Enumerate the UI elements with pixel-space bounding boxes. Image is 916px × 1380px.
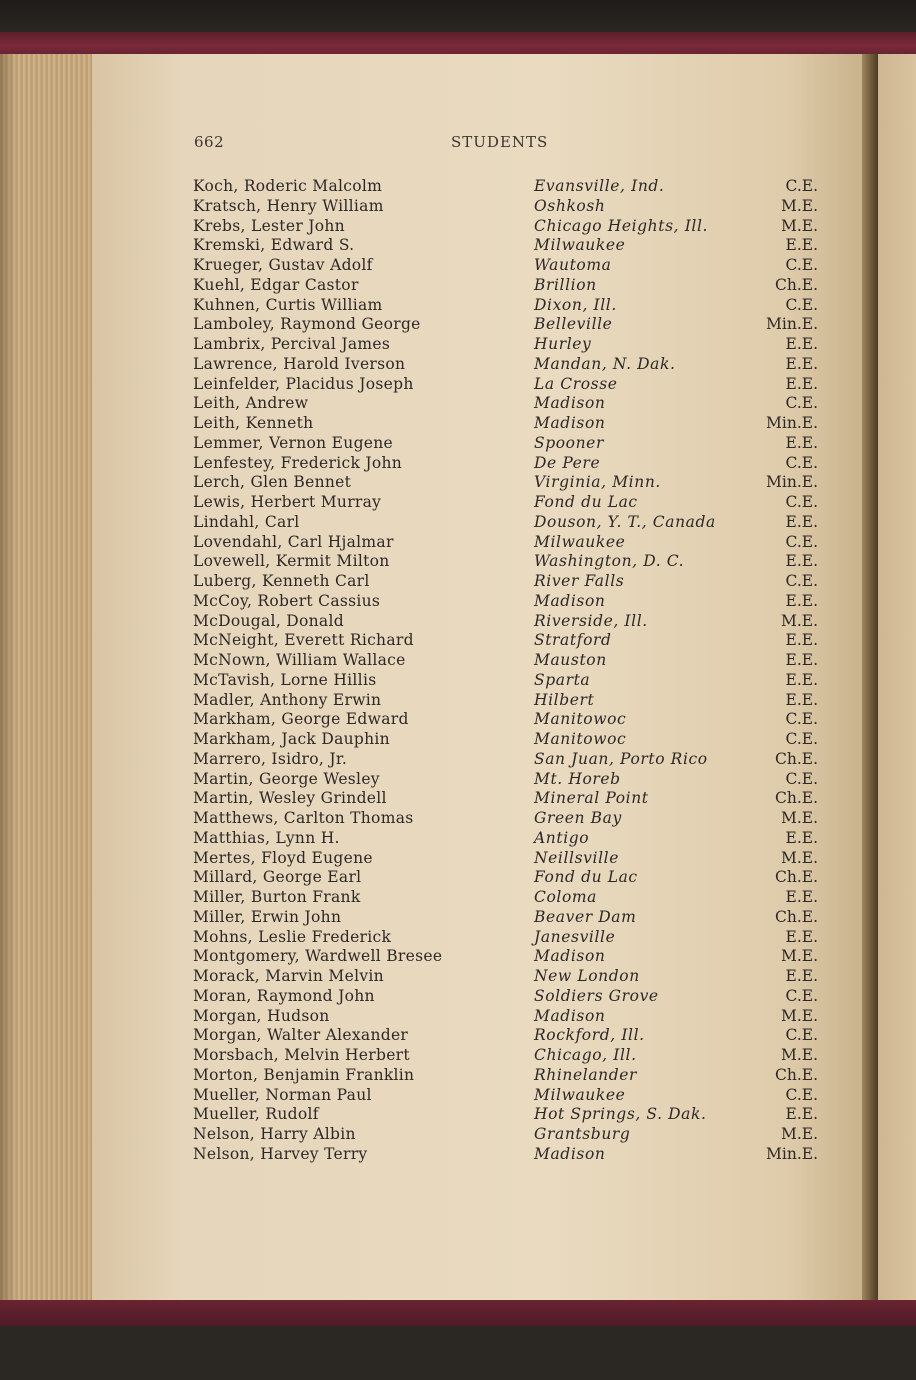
student-entry [0, 591, 916, 611]
student-course: E.E. [785, 927, 818, 946]
student-name: Nelson, Harry Albin [193, 1125, 356, 1143]
student-course: Ch.E. [774, 275, 818, 294]
student-course: E.E. [785, 374, 818, 393]
student-name: Lenfestey, Frederick John [193, 453, 403, 472]
student-name: Lovewell, Kermit Milton [193, 552, 390, 571]
student-hometown: Virginia, Minn. [534, 473, 661, 492]
student-entry [0, 670, 916, 690]
student-hometown: Madison [534, 591, 606, 610]
student-name: Morgan, Walter Alexander [193, 1026, 409, 1045]
running-title: STUDENTS [451, 133, 549, 151]
student-course: M.E. [780, 947, 818, 966]
student-entry [0, 986, 916, 1006]
student-entry [0, 472, 916, 492]
student-entry [0, 907, 916, 927]
student-name: Morgan, Hudson [193, 1006, 330, 1025]
student-course: M.E. [780, 1006, 818, 1025]
student-hometown: Sparta [534, 670, 591, 689]
student-course: E.E. [785, 631, 818, 650]
student-course: C.E. [785, 769, 818, 788]
student-name: Mueller, Norman Paul [193, 1085, 372, 1104]
student-entry [0, 453, 916, 473]
student-entry [0, 1104, 916, 1124]
student-entry [0, 551, 916, 571]
student-hometown: La Crosse [534, 374, 618, 393]
student-entry [0, 828, 916, 848]
student-name: Krueger, Gustav Adolf [193, 256, 373, 274]
student-course: E.E. [785, 236, 818, 255]
student-course: M.E. [780, 1046, 818, 1064]
student-hometown: Manitowoc [534, 710, 627, 729]
book-cover-bottom-edge [0, 1300, 916, 1326]
student-name: Lawrence, Harold Iverson [193, 354, 406, 373]
student-entry [0, 374, 916, 394]
student-entry [0, 512, 916, 532]
student-name: Martin, Wesley Grindell [193, 789, 387, 808]
student-entry [0, 966, 916, 986]
student-hometown: Mt. Horeb [534, 769, 621, 788]
student-course: M.E. [780, 1125, 818, 1143]
student-entry [0, 690, 916, 710]
student-hometown: Soldiers Grove [534, 986, 659, 1005]
student-course: Min.E. [766, 414, 818, 432]
student-course: E.E. [785, 591, 818, 610]
student-entry [0, 630, 916, 650]
student-course: C.E. [785, 1085, 818, 1104]
student-name: Leith, Andrew [193, 394, 309, 413]
student-name: Miller, Erwin John [193, 907, 342, 926]
student-hometown: De Pere [534, 453, 601, 472]
student-name: Lemmer, Vernon Eugene [193, 433, 394, 452]
student-entry [0, 255, 916, 275]
student-entry [0, 1025, 916, 1045]
student-hometown: Oshkosh [534, 196, 606, 215]
student-course: M.E. [780, 196, 818, 215]
photo-background-top [0, 0, 916, 32]
student-hometown: Antigo [534, 828, 590, 847]
student-hometown: Douson, Y. T., Canada [534, 512, 716, 531]
student-course: C.E. [785, 295, 818, 314]
student-entry [0, 848, 916, 868]
student-course: Min.E. [766, 473, 818, 492]
student-hometown: Mineral Point [534, 789, 649, 808]
student-name: McDougal, Donald [193, 611, 344, 630]
student-course: E.E. [785, 670, 818, 689]
student-hometown: Rockford, Ill. [534, 1026, 645, 1045]
student-name: Matthews, Carlton Thomas [193, 809, 414, 827]
student-entry [0, 433, 916, 453]
student-course: C.E. [785, 532, 818, 551]
student-entry [0, 788, 916, 808]
student-hometown: Neillsville [534, 848, 619, 867]
student-hometown: Hilbert [534, 690, 595, 709]
student-entry [0, 887, 916, 907]
student-hometown: Milwaukee [534, 1085, 626, 1104]
student-entry [0, 413, 916, 433]
student-hometown: Mauston [534, 651, 607, 669]
student-name: Montgomery, Wardwell Bresee [193, 947, 443, 966]
student-entry [0, 354, 916, 374]
student-entry [0, 808, 916, 828]
student-entry [0, 275, 916, 295]
student-name: Kuehl, Edgar Castor [193, 275, 359, 294]
student-list [0, 176, 916, 1164]
student-course: Ch.E. [774, 868, 818, 887]
student-course: E.E. [785, 512, 818, 531]
student-hometown: Madison [534, 394, 606, 413]
student-name: Miller, Burton Frank [193, 888, 361, 906]
student-name: Matthias, Lynn H. [193, 828, 340, 847]
student-course: E.E. [785, 828, 818, 847]
student-name: McCoy, Robert Cassius [193, 591, 381, 610]
student-entry [0, 492, 916, 512]
student-name: Marrero, Isidro, Jr. [193, 749, 348, 768]
student-entry [0, 729, 916, 749]
student-hometown: Evansville, Ind. [534, 177, 665, 195]
student-course: E.E. [785, 433, 818, 452]
student-entry [0, 1124, 916, 1144]
student-entry [0, 235, 916, 255]
student-course: E.E. [785, 335, 818, 353]
student-course: M.E. [780, 611, 818, 630]
student-hometown: Stratford [534, 631, 612, 650]
student-hometown: Hurley [534, 335, 592, 353]
student-course: E.E. [785, 651, 818, 669]
student-hometown: Grantsburg [534, 1125, 631, 1143]
student-name: Kratsch, Henry William [193, 196, 384, 215]
student-hometown: River Falls [534, 572, 625, 590]
student-entry [0, 176, 916, 196]
student-entry [0, 295, 916, 315]
student-name: Koch, Roderic Malcolm [193, 177, 383, 195]
student-hometown: Fond du Lac [534, 493, 638, 511]
student-name: Mueller, Rudolf [193, 1105, 319, 1124]
student-hometown: Madison [534, 414, 606, 432]
student-course: M.E. [780, 848, 818, 867]
photo-background-bottom [0, 1326, 916, 1380]
student-name: Madler, Anthony Erwin [193, 690, 382, 709]
student-course: C.E. [785, 730, 818, 748]
student-name: Markham, George Edward [193, 710, 409, 729]
student-hometown: Beaver Dam [534, 907, 637, 926]
student-entry [0, 769, 916, 789]
student-hometown: Janesville [534, 927, 616, 946]
student-name: Markham, Jack Dauphin [193, 730, 390, 748]
student-course: Ch.E. [774, 1065, 818, 1084]
student-entry [0, 393, 916, 413]
student-course: M.E. [780, 216, 818, 235]
student-name: Millard, George Earl [193, 868, 362, 887]
student-entry [0, 927, 916, 947]
student-hometown: Chicago, Ill. [534, 1046, 637, 1064]
student-course: E.E. [785, 888, 818, 906]
student-entry [0, 334, 916, 354]
student-entry [0, 867, 916, 887]
student-hometown: Washington, D. C. [534, 552, 685, 571]
student-entry [0, 1006, 916, 1026]
student-course: E.E. [785, 967, 818, 985]
student-entry [0, 611, 916, 631]
student-name: Moran, Raymond John [193, 986, 375, 1005]
student-hometown: Green Bay [534, 809, 622, 827]
student-hometown: Hot Springs, S. Dak. [534, 1105, 707, 1124]
student-hometown: Chicago Heights, Ill. [534, 216, 709, 235]
student-entry [0, 946, 916, 966]
student-entry [0, 1065, 916, 1085]
student-entry [0, 1085, 916, 1105]
student-course: E.E. [785, 1105, 818, 1124]
student-hometown: Spooner [534, 433, 604, 452]
student-course: Ch.E. [774, 749, 818, 768]
student-course: C.E. [785, 710, 818, 729]
student-entry [0, 749, 916, 769]
student-name: Martin, George Wesley [193, 769, 380, 788]
student-entry [0, 650, 916, 670]
student-entry [0, 1144, 916, 1164]
student-course: Min.E. [766, 1144, 818, 1163]
student-course: E.E. [785, 552, 818, 571]
student-name: Mohns, Leslie Frederick [193, 927, 392, 946]
student-hometown: Mandan, N. Dak. [534, 354, 676, 373]
student-name: Morsbach, Melvin Herbert [193, 1046, 410, 1064]
student-name: Lerch, Glen Bennet [193, 473, 352, 492]
student-hometown: Milwaukee [534, 532, 626, 551]
student-name: Kremski, Edward S. [193, 236, 355, 255]
student-name: McTavish, Lorne Hillis [193, 670, 377, 689]
student-hometown: Milwaukee [534, 236, 626, 255]
student-name: Mertes, Floyd Eugene [193, 848, 373, 867]
student-name: Kuhnen, Curtis William [193, 295, 383, 314]
student-name: McNeight, Everett Richard [193, 631, 414, 650]
student-entry [0, 532, 916, 552]
student-hometown: Rhinelander [534, 1065, 638, 1084]
student-course: E.E. [785, 690, 818, 709]
student-name: Lindahl, Carl [193, 512, 300, 531]
student-hometown: Manitowoc [534, 730, 627, 748]
student-entry [0, 216, 916, 236]
student-course: C.E. [785, 493, 818, 511]
student-hometown: Dixon, Ill. [534, 295, 617, 314]
student-entry [0, 709, 916, 729]
student-course: Ch.E. [774, 907, 818, 926]
student-course: C.E. [785, 1026, 818, 1045]
student-hometown: Belleville [534, 315, 613, 334]
student-entry [0, 196, 916, 216]
student-name: Morack, Marvin Melvin [193, 967, 384, 985]
student-name: Morton, Benjamin Franklin [193, 1065, 415, 1084]
student-course: E.E. [785, 354, 818, 373]
student-course: Ch.E. [774, 789, 818, 808]
student-entry [0, 1045, 916, 1065]
student-name: Leith, Kenneth [193, 414, 314, 432]
student-name: Lamboley, Raymond George [193, 315, 421, 334]
student-hometown: Madison [534, 1006, 606, 1025]
student-name: Lewis, Herbert Murray [193, 493, 382, 511]
student-hometown: Coloma [534, 888, 598, 906]
student-course: C.E. [785, 394, 818, 413]
student-hometown: San Juan, Porto Rico [534, 749, 708, 768]
student-hometown: Fond du Lac [534, 868, 638, 887]
student-hometown: Riverside, Ill. [534, 611, 648, 630]
student-name: McNown, William Wallace [193, 651, 406, 669]
book-cover-top-edge [0, 32, 916, 54]
page-number: 662 [194, 133, 225, 151]
student-name: Lovendahl, Carl Hjalmar [193, 532, 394, 551]
student-course: C.E. [785, 986, 818, 1005]
student-entry [0, 314, 916, 334]
student-hometown: Wautoma [534, 256, 612, 274]
student-hometown: Madison [534, 947, 606, 966]
student-entry [0, 571, 916, 591]
student-course: C.E. [785, 256, 818, 274]
student-hometown: Madison [534, 1144, 606, 1163]
student-course: C.E. [785, 177, 818, 195]
student-course: M.E. [780, 809, 818, 827]
student-course: C.E. [785, 453, 818, 472]
student-name: Krebs, Lester John [193, 216, 345, 235]
student-hometown: Brillion [534, 275, 597, 294]
student-hometown: New London [534, 967, 640, 985]
student-name: Luberg, Kenneth Carl [193, 572, 370, 590]
student-course: Min.E. [766, 315, 818, 334]
student-name: Lambrix, Percival James [193, 335, 391, 353]
student-name: Leinfelder, Placidus Joseph [193, 374, 414, 393]
student-name: Nelson, Harvey Terry [193, 1144, 368, 1163]
student-course: C.E. [785, 572, 818, 590]
